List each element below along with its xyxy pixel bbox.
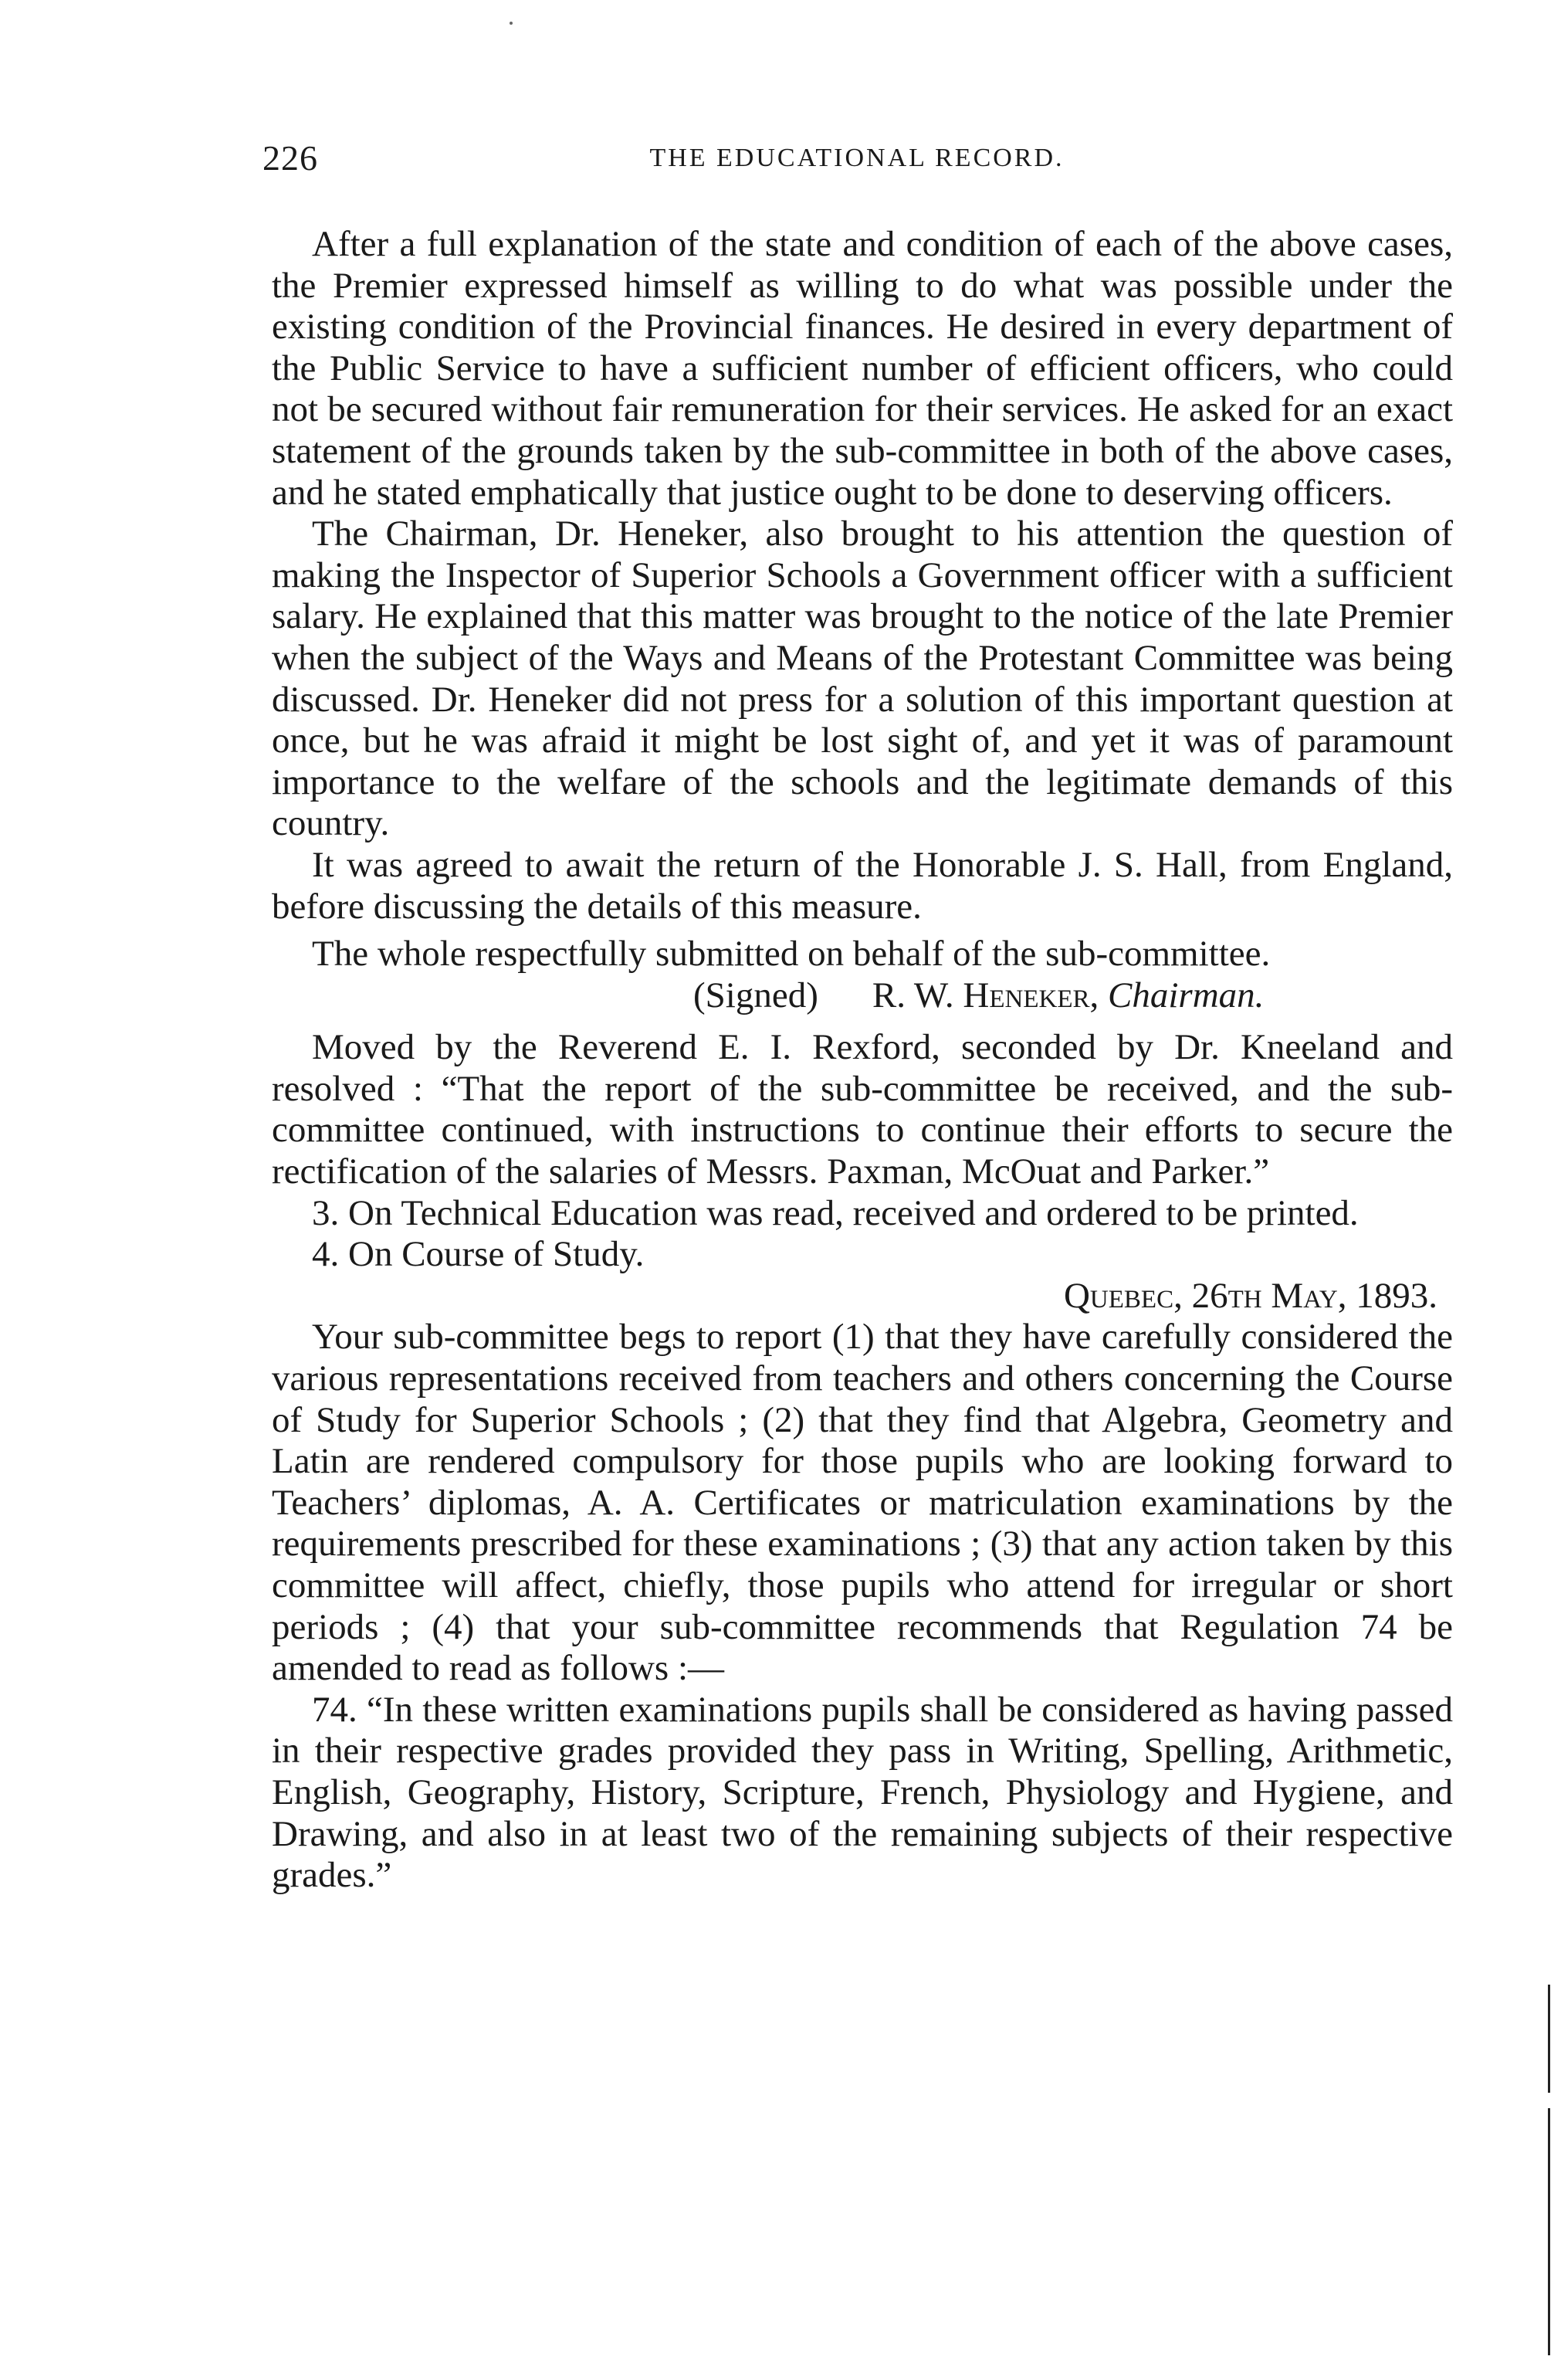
page-number: 226 — [262, 138, 318, 178]
paragraph-submitted: The whole respectfully submitted on behalf of the sub-committee. — [312, 934, 1271, 975]
signatory-name: R. W. Heneker, — [872, 975, 1099, 1015]
paragraph-course-of-study: 4. On Course of Study. — [312, 1234, 645, 1275]
body-text — [272, 224, 1453, 1897]
running-title: THE EDUCATIONAL RECORD. — [649, 144, 1065, 172]
paragraph-motion: Moved by the Reverend E. I. Rexford, seconded by Dr. Kneeland and resolved : “That the report of the sub-committee be received, and the sub-committee continued, with instructions to continue their efforts to secure the rectification of the salaries of Messrs. Paxman, McOuat and Parker.” — [272, 1027, 1453, 1192]
signed-label: (Signed) — [693, 975, 818, 1015]
signature-line — [272, 975, 1453, 1017]
page-header — [262, 137, 1451, 184]
scan-edge-mark — [1548, 2108, 1550, 2355]
paragraph-regulation-74: 74. “In these written examinations pupils shall be considered as having passed in their respective grades provided they pass in Writing, Spelling, Arithmetic, English, Geography, History, Scripture, French, Physiology and Hygiene, and Drawing, and also in at least two of the remaining subjects of their respective grades.” — [272, 1689, 1453, 1896]
paragraph-inspector-question: The Chairman, Dr. Heneker, also brought to his attention the question of making the Inspector of Superior Schools a Government officer with a sufficient salary. He explained that this matter was brought to the notice of the late Premier when the subject of the Ways and Means of the Protestant Committee was being discussed. Dr. Heneker did not press for a solution of this important question at once, but he was afraid it might be lost sight of, and yet it was of paramount importance to the welfare of the schools and the legitimate demands of this country. — [272, 514, 1453, 844]
dateline: Quebec, 26th May, 1893. — [1063, 1275, 1437, 1316]
paragraph-subcommittee-report: Your sub-committee begs to report (1) that they have carefully considered the various representations received from teachers and others concerning the Course of Study for Superior Schools ; (2) that they find that Algebra, Geometry and Latin are rendered compulsory for those pupils who are looking forward to Teachers’ diplomas, A. A. Certificates or matriculation examinations by the requirements prescribed for these examinations ; (3) that any action taken by this committee will affect, chiefly, those pupils who attend for irregular or short periods ; (4) that your sub-committee recommends that Regulation 74 be amended to read as follows :— — [272, 1317, 1453, 1689]
scan-speck — [510, 22, 513, 25]
signatory-title: Chairman. — [1108, 975, 1265, 1015]
scan-edge-mark — [1548, 1985, 1550, 2093]
paragraph-technical-education: 3. On Technical Education was read, received and ordered to be printed. — [312, 1192, 1359, 1233]
paragraph-premier-response: After a full explanation of the state and condition of each of the above cases, the Premier expressed himself as willing to do what was possible under the existing condition of the Provincial finances. He desired in every department of the Public Service to have a sufficient number of efficient officers, who could not be secured without fair remuneration for their services. He asked for an exact statement of the grounds taken by the sub-committee in both of the above cases, and he stated emphatically that justice ought to be done to deserving officers. — [272, 224, 1453, 513]
paragraph-await-return: It was agreed to await the return of the Honorable J. S. Hall, from England, before discussing the details of this measure. — [272, 844, 1453, 927]
